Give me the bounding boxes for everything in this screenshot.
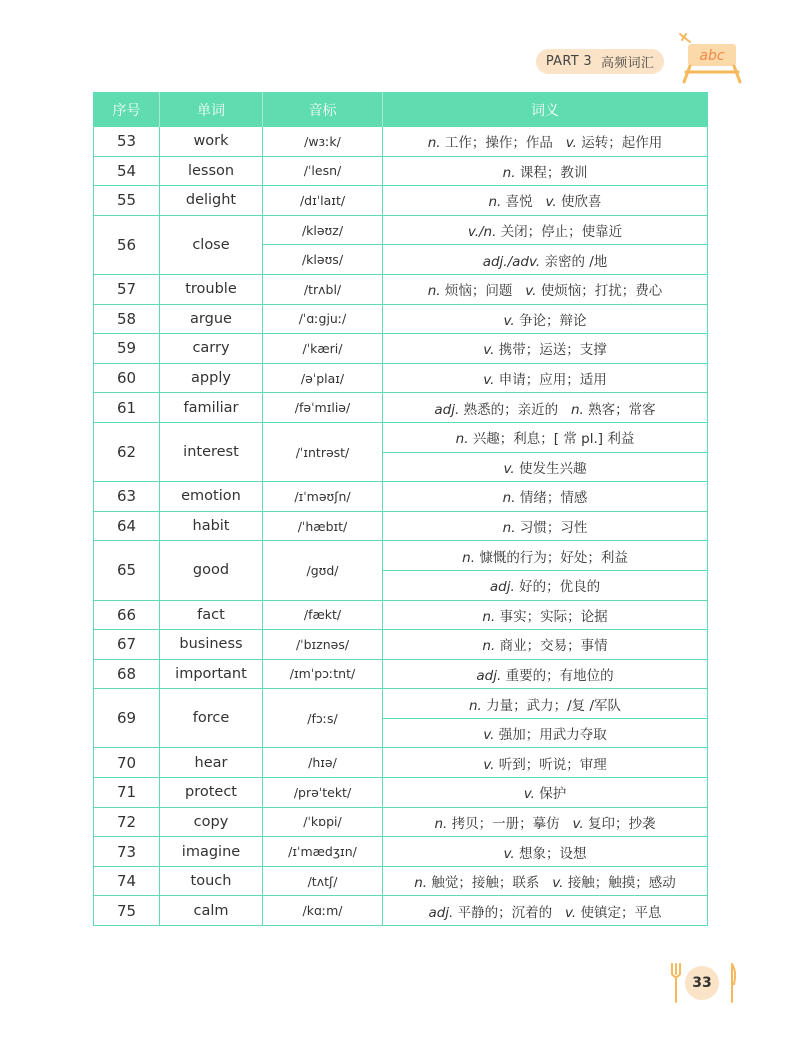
entry-meaning [383, 511, 708, 541]
meaning-text: 携带；运送；支撑 [498, 342, 607, 359]
entry-number: 63 [94, 482, 160, 512]
meaning-text: 使发生兴趣 [518, 460, 587, 477]
part-of-speech: n. [482, 608, 496, 625]
part-of-speech: v. [572, 815, 584, 832]
meaning-text: 事实；实际；论据 [499, 608, 608, 625]
part-of-speech: n. [502, 490, 516, 507]
table-row [94, 630, 708, 660]
column-header-phonetic: 音标 [263, 93, 383, 127]
abc-easel-icon [676, 30, 746, 84]
entry-phonetic: /ˈkɒpi/ [263, 807, 383, 837]
entry-phonetic: /ˈhæbɪt/ [263, 511, 383, 541]
entry-number: 54 [94, 156, 160, 186]
column-header-number: 序号 [94, 93, 160, 127]
meaning-text: 亲密的 /地 [544, 253, 608, 270]
entry-word: hear [160, 748, 263, 778]
meaning-text: 好的；优良的 [519, 579, 601, 596]
entry-meaning [383, 541, 708, 571]
entry-phonetic: /prəˈtekt/ [263, 778, 383, 808]
entry-word: good [160, 541, 263, 600]
entry-word: fact [160, 600, 263, 630]
entry-phonetic: /dɪˈlaɪt/ [263, 186, 383, 216]
entry-phonetic: /tʌtʃ/ [263, 866, 383, 896]
entry-meaning [383, 807, 708, 837]
entry-phonetic: /hɪə/ [263, 748, 383, 778]
part-of-speech: adj. [489, 579, 515, 596]
entry-meaning [383, 215, 708, 245]
entry-phonetic: /ˈbɪznəs/ [263, 630, 383, 660]
part-of-speech: v. [483, 342, 495, 359]
column-header-word: 单词 [160, 93, 263, 127]
meaning-text: 拷贝；一册；摹仿 [451, 815, 560, 832]
meaning-text: 力量；武力；/复 /军队 [486, 697, 622, 714]
meaning-text: 保护 [539, 786, 567, 803]
entry-number: 65 [94, 541, 160, 600]
part-of-speech: adj. [434, 401, 460, 418]
entry-number: 55 [94, 186, 160, 216]
entry-phonetic: /kləʊz/ [263, 215, 383, 245]
entry-word: trouble [160, 274, 263, 304]
entry-phonetic: /wɜːk/ [263, 127, 383, 157]
part-of-speech: v. [552, 875, 564, 892]
entry-phonetic: /fɔːs/ [263, 689, 383, 748]
table-row [94, 541, 708, 571]
entry-phonetic: /ˈlesn/ [263, 156, 383, 186]
meaning-text: 想象；设想 [518, 845, 587, 862]
meaning-text: 工作；操作；作品 [444, 135, 553, 152]
meaning-text: 使欣喜 [561, 194, 602, 211]
part-of-speech: v. [483, 372, 495, 389]
entry-number: 71 [94, 778, 160, 808]
meaning-text: 熟悉的；亲近的 [463, 401, 559, 418]
part-of-speech: n. [414, 875, 428, 892]
entry-meaning [383, 422, 708, 452]
part-of-speech: v. [503, 460, 515, 477]
meaning-text: 熟客；常客 [588, 401, 656, 418]
table-row [94, 896, 708, 926]
meaning-text: 运转；起作用 [581, 135, 663, 152]
entry-number: 62 [94, 422, 160, 481]
meaning-text: 课程；教训 [519, 164, 588, 181]
entry-number: 73 [94, 837, 160, 867]
meaning-text: 争论；辩论 [518, 312, 587, 329]
meaning-text: 使镇定；平息 [580, 904, 662, 921]
entry-phonetic: /trʌbl/ [263, 274, 383, 304]
part-of-speech: n. [427, 135, 441, 152]
meaning-text: 触觉；接触；联系 [431, 875, 540, 892]
entry-word: imagine [160, 837, 263, 867]
meaning-text: 平静的；沉着的 [457, 904, 553, 921]
table-row [94, 186, 708, 216]
entry-meaning [383, 127, 708, 157]
entry-word: force [160, 689, 263, 748]
entry-meaning [383, 304, 708, 334]
entry-number: 59 [94, 334, 160, 364]
part-of-speech: v. [565, 135, 577, 152]
part-of-speech: adj. [428, 904, 454, 921]
meaning-text: 关闭；停止；使靠近 [500, 224, 623, 241]
part-of-speech: n. [455, 431, 469, 448]
column-header-meaning: 词义 [383, 93, 708, 127]
entry-word: close [160, 215, 263, 274]
vocab-table [93, 92, 708, 926]
table-row [94, 156, 708, 186]
table-row [94, 659, 708, 689]
entry-meaning [383, 274, 708, 304]
table-row [94, 778, 708, 808]
part-of-speech: n. [482, 638, 496, 655]
entry-number: 68 [94, 659, 160, 689]
entry-phonetic: /ɪmˈpɔːtnt/ [263, 659, 383, 689]
entry-meaning [383, 186, 708, 216]
table-row [94, 511, 708, 541]
entry-word: copy [160, 807, 263, 837]
part-of-speech: n. [570, 401, 584, 418]
entry-meaning [383, 689, 708, 719]
entry-number: 61 [94, 393, 160, 423]
part-of-speech: n. [488, 194, 502, 211]
entry-phonetic: /gʊd/ [263, 541, 383, 600]
entry-number: 75 [94, 896, 160, 926]
knife-icon [726, 962, 738, 1004]
table-header-row [94, 93, 708, 127]
meaning-text: 申请；应用；适用 [498, 372, 607, 389]
entry-meaning [383, 334, 708, 364]
entry-word: familiar [160, 393, 263, 423]
entry-number: 69 [94, 689, 160, 748]
entry-word: argue [160, 304, 263, 334]
part-of-speech: v. [483, 756, 495, 773]
part-of-speech: v. [483, 727, 495, 744]
entry-word: carry [160, 334, 263, 364]
entry-meaning [383, 659, 708, 689]
entry-meaning [383, 363, 708, 393]
entry-number: 56 [94, 215, 160, 274]
entry-meaning [383, 245, 708, 275]
entry-phonetic: /ˈɪntrəst/ [263, 422, 383, 481]
meaning-text: 重要的；有地位的 [505, 667, 614, 684]
part-of-speech: v. [503, 312, 515, 329]
entry-phonetic: /əˈplaɪ/ [263, 363, 383, 393]
entry-meaning [383, 778, 708, 808]
meaning-text: 烦恼；问题 [444, 283, 513, 300]
part-of-speech: v. [545, 194, 557, 211]
table-row [94, 600, 708, 630]
table-row [94, 837, 708, 867]
entry-meaning [383, 718, 708, 748]
entry-word: lesson [160, 156, 263, 186]
entry-phonetic: /ɪˈmædʒɪn/ [263, 837, 383, 867]
entry-meaning [383, 896, 708, 926]
table-row [94, 393, 708, 423]
table-row [94, 215, 708, 245]
page-number: 33 [685, 966, 719, 1000]
entry-number: 58 [94, 304, 160, 334]
entry-meaning [383, 393, 708, 423]
entry-number: 64 [94, 511, 160, 541]
table-row [94, 304, 708, 334]
entry-word: emotion [160, 482, 263, 512]
entry-number: 74 [94, 866, 160, 896]
entry-meaning [383, 837, 708, 867]
entry-word: habit [160, 511, 263, 541]
table-row [94, 866, 708, 896]
abc-deco-text: abc [699, 48, 725, 64]
entry-phonetic: /ɪˈməʊʃn/ [263, 482, 383, 512]
table-row [94, 748, 708, 778]
entry-number: 60 [94, 363, 160, 393]
meaning-text: 慷慨的行为；好处；利益 [479, 549, 628, 566]
entry-meaning [383, 748, 708, 778]
table-row [94, 482, 708, 512]
part-of-speech: v. [525, 283, 537, 300]
entry-number: 66 [94, 600, 160, 630]
entry-phonetic: /ˈɑːgjuː/ [263, 304, 383, 334]
part-of-speech: v. [523, 786, 535, 803]
entry-meaning [383, 630, 708, 660]
entry-meaning [383, 156, 708, 186]
entry-number: 53 [94, 127, 160, 157]
table-row [94, 689, 708, 719]
entry-phonetic: /kləʊs/ [263, 245, 383, 275]
entry-number: 70 [94, 748, 160, 778]
entry-number: 67 [94, 630, 160, 660]
meaning-text: 使烦恼；打扰；费心 [540, 283, 663, 300]
part-of-speech: n. [502, 520, 516, 537]
entry-word: delight [160, 186, 263, 216]
entry-meaning [383, 452, 708, 482]
entry-word: business [160, 630, 263, 660]
meaning-text: 复印；抄袭 [588, 815, 656, 832]
meaning-text: 商业；交易；事情 [499, 638, 608, 655]
table-row [94, 363, 708, 393]
meaning-text: 强加；用武力夺取 [498, 727, 607, 744]
entry-meaning [383, 482, 708, 512]
entry-number: 57 [94, 274, 160, 304]
meaning-text: 情绪；情感 [519, 490, 588, 507]
entry-word: protect [160, 778, 263, 808]
meaning-text: 听到；听说；审理 [498, 756, 607, 773]
table-row [94, 334, 708, 364]
fork-icon [670, 962, 682, 1004]
entry-meaning [383, 866, 708, 896]
meaning-text: 兴趣；利息；[ 常 pl.] 利益 [472, 431, 635, 448]
entry-word: interest [160, 422, 263, 481]
entry-phonetic: /fækt/ [263, 600, 383, 630]
part-of-speech: n. [462, 549, 476, 566]
meaning-text: 接触；触摸；感动 [567, 875, 676, 892]
entry-word: calm [160, 896, 263, 926]
part-of-speech: v. [565, 904, 577, 921]
entry-meaning [383, 600, 708, 630]
table-row [94, 274, 708, 304]
entry-word: work [160, 127, 263, 157]
entry-word: touch [160, 866, 263, 896]
table-row [94, 422, 708, 452]
entry-number: 72 [94, 807, 160, 837]
part-of-speech: n. [502, 164, 516, 181]
entry-phonetic: /ˈkæri/ [263, 334, 383, 364]
entry-word: important [160, 659, 263, 689]
entry-phonetic: /fəˈmɪliə/ [263, 393, 383, 423]
entry-meaning [383, 570, 708, 600]
part-of-speech: adj./adv. [482, 253, 541, 270]
meaning-text: 习惯；习性 [519, 520, 588, 537]
part-label: PART 3 [545, 54, 592, 69]
part-of-speech: n. [427, 283, 441, 300]
part-of-speech: n. [434, 815, 448, 832]
part-of-speech: v./n. [467, 224, 497, 241]
entry-phonetic: /kɑːm/ [263, 896, 383, 926]
meaning-text: 喜悦 [505, 194, 533, 211]
part-of-speech: adj. [476, 667, 502, 684]
part-section-badge [536, 49, 664, 74]
vocab-table-body [94, 127, 708, 926]
part-of-speech: v. [503, 845, 515, 862]
section-title: 高频词汇 [600, 56, 655, 71]
part-of-speech: n. [468, 697, 482, 714]
table-row [94, 807, 708, 837]
table-row [94, 127, 708, 157]
entry-word: apply [160, 363, 263, 393]
